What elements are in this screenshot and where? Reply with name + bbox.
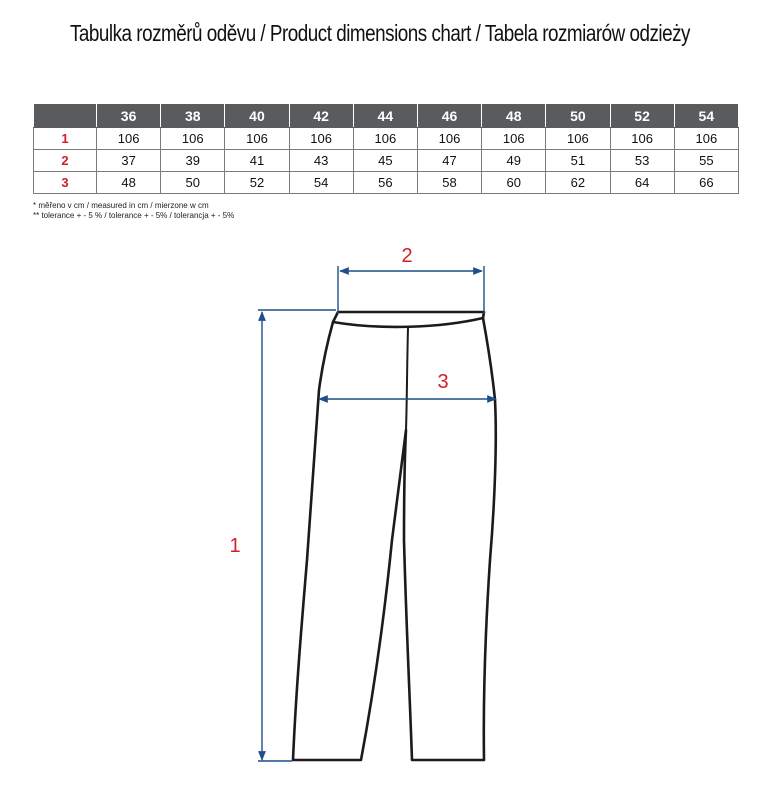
table-cell: 106	[353, 128, 417, 150]
size-header: 46	[417, 104, 481, 128]
table-cell: 106	[289, 128, 353, 150]
table-cell: 56	[353, 172, 417, 194]
pants-outline	[293, 312, 496, 760]
table-cell: 53	[610, 150, 674, 172]
table-cell: 47	[417, 150, 481, 172]
size-header: 42	[289, 104, 353, 128]
size-header: 52	[610, 104, 674, 128]
table-cell: 106	[674, 128, 738, 150]
table-cell: 106	[417, 128, 481, 150]
table-cell: 106	[225, 128, 289, 150]
size-header: 44	[353, 104, 417, 128]
dimension-label-1: 1	[229, 535, 241, 557]
table-cell: 64	[610, 172, 674, 194]
pants-body	[293, 312, 496, 760]
dimension-label-3: 3	[437, 371, 449, 393]
table-cell: 66	[674, 172, 738, 194]
size-header: 50	[546, 104, 610, 128]
table-cell: 43	[289, 150, 353, 172]
table-cell: 37	[97, 150, 161, 172]
measurement-note: * měřeno v cm / measured in cm / mierzone w cm	[33, 201, 209, 210]
table-cell: 45	[353, 150, 417, 172]
table-cell: 50	[161, 172, 225, 194]
size-header: 48	[482, 104, 546, 128]
size-header: 38	[161, 104, 225, 128]
table-cell: 52	[225, 172, 289, 194]
table-cell: 55	[674, 150, 738, 172]
table-cell: 60	[482, 172, 546, 194]
table-cell: 58	[417, 172, 481, 194]
page-title: Tabulka rozměrů oděvu / Product dimensions chart / Tabela rozmiarów odzieży	[69, 20, 691, 46]
table-cell: 39	[161, 150, 225, 172]
table-cell: 106	[97, 128, 161, 150]
table-cell: 62	[546, 172, 610, 194]
table-cell: 49	[482, 150, 546, 172]
row-label: 3	[34, 172, 97, 194]
size-header: 36	[97, 104, 161, 128]
table-cell: 48	[97, 172, 161, 194]
size-header: 54	[674, 104, 738, 128]
tolerance-note: ** tolerance + - 5 % / tolerance + - 5% / tolerancja + - 5%	[33, 211, 235, 220]
table-cell: 106	[482, 128, 546, 150]
row-label: 1	[34, 128, 97, 150]
table-cell: 106	[610, 128, 674, 150]
table-cell: 41	[225, 150, 289, 172]
table-cell: 51	[546, 150, 610, 172]
table-cell: 106	[161, 128, 225, 150]
table-cell: 54	[289, 172, 353, 194]
dimension-label-2: 2	[401, 245, 413, 267]
row-label: 2	[34, 150, 97, 172]
table-cell: 106	[546, 128, 610, 150]
size-header: 40	[225, 104, 289, 128]
